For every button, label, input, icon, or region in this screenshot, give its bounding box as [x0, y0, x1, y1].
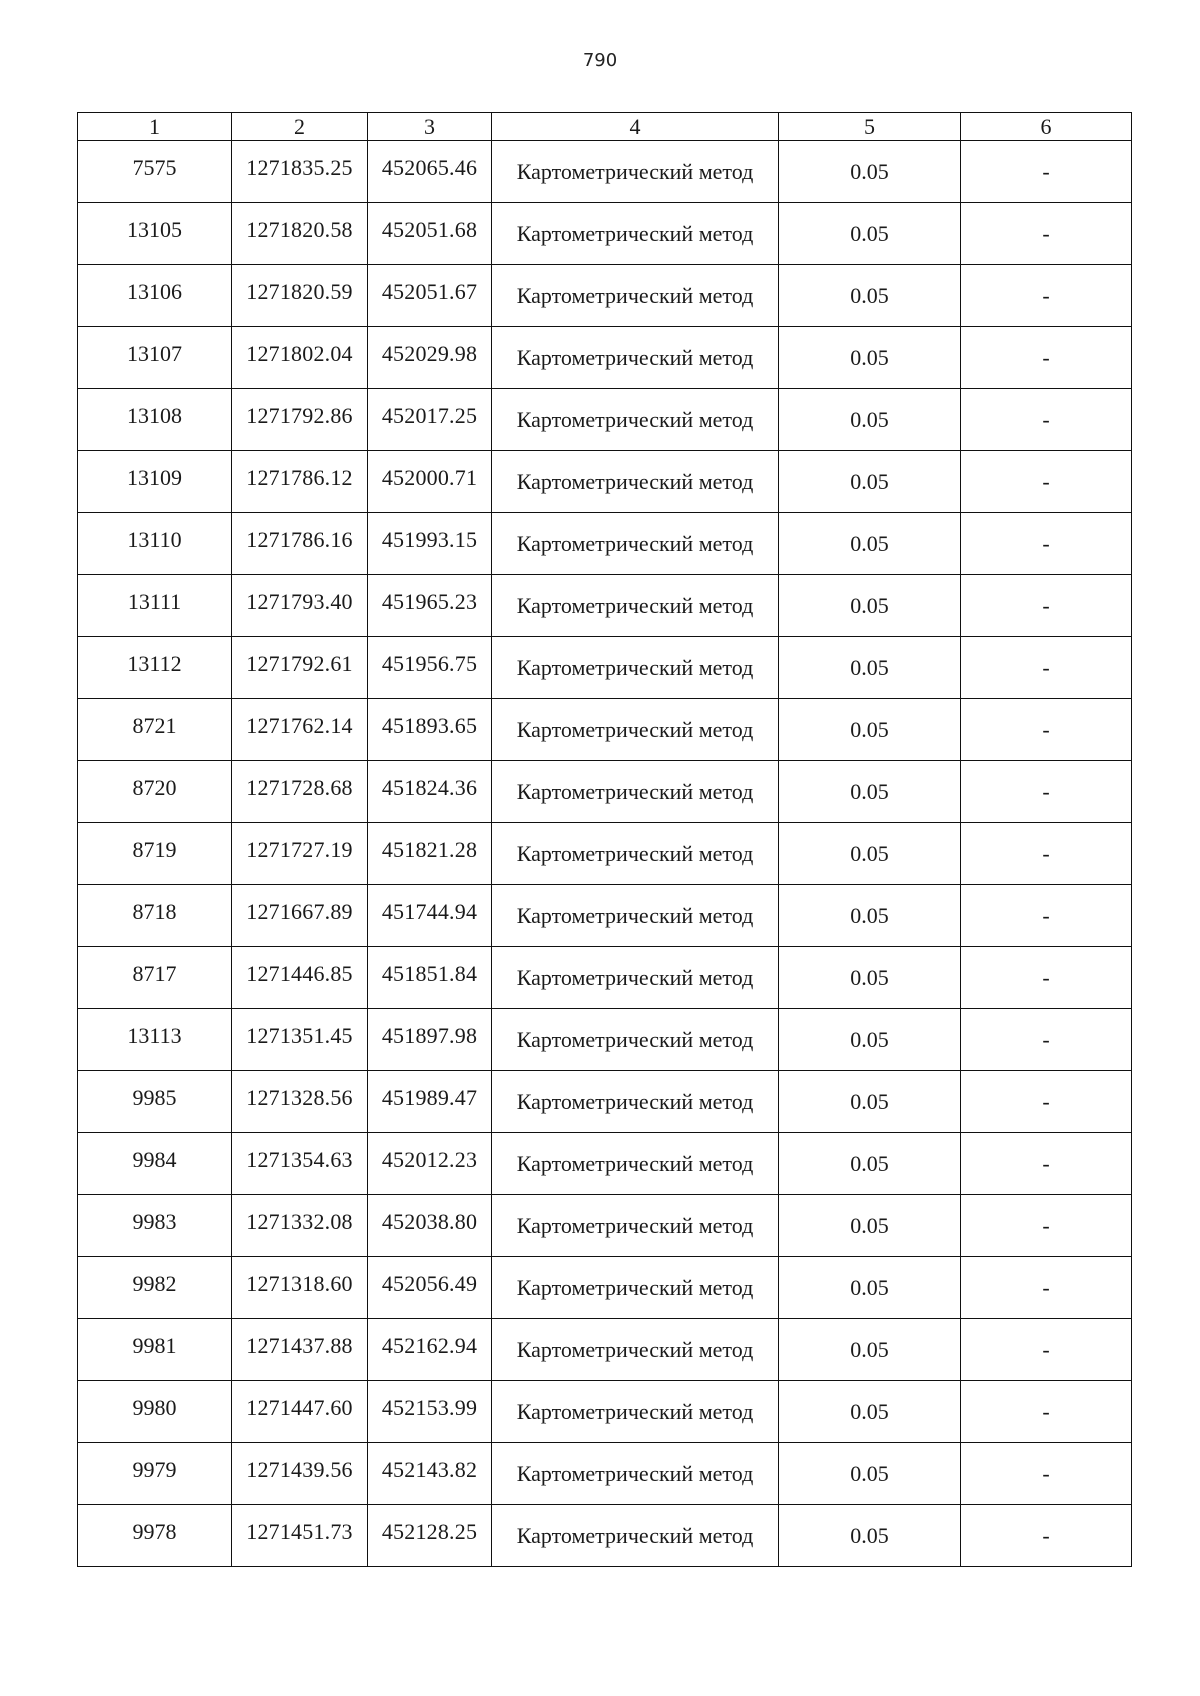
- cell-note: -: [961, 1071, 1132, 1133]
- cell-y-coordinate: 451851.84: [368, 947, 492, 1009]
- cell-y-coordinate: 452038.80: [368, 1195, 492, 1257]
- cell-note: -: [961, 141, 1132, 203]
- table-row: [78, 203, 1132, 265]
- cell-note: -: [961, 1319, 1132, 1381]
- cell-method: Картометрический метод: [492, 1133, 779, 1195]
- cell-x-coordinate: 1271820.58: [232, 203, 368, 265]
- cell-x-coordinate: 1271793.40: [232, 575, 368, 637]
- cell-note: -: [961, 265, 1132, 327]
- table-row: [78, 1505, 1132, 1567]
- cell-accuracy: 0.05: [779, 1319, 961, 1381]
- cell-point-number: 13107: [78, 327, 232, 389]
- table-row: [78, 1381, 1132, 1443]
- cell-note: -: [961, 451, 1132, 513]
- cell-accuracy: 0.05: [779, 141, 961, 203]
- cell-point-number: 9984: [78, 1133, 232, 1195]
- page-number: 790: [582, 50, 618, 71]
- table-row: [78, 451, 1132, 513]
- header-cell-5: 5: [779, 113, 961, 141]
- cell-x-coordinate: 1271792.86: [232, 389, 368, 451]
- cell-x-coordinate: 1271667.89: [232, 885, 368, 947]
- cell-x-coordinate: 1271835.25: [232, 141, 368, 203]
- cell-accuracy: 0.05: [779, 575, 961, 637]
- cell-accuracy: 0.05: [779, 327, 961, 389]
- cell-method: Картометрический метод: [492, 1443, 779, 1505]
- table-row: [78, 823, 1132, 885]
- cell-accuracy: 0.05: [779, 1443, 961, 1505]
- table-row: [78, 141, 1132, 203]
- cell-method: Картометрический метод: [492, 1257, 779, 1319]
- cell-accuracy: 0.05: [779, 1505, 961, 1567]
- cell-note: -: [961, 1009, 1132, 1071]
- cell-method: Картометрический метод: [492, 823, 779, 885]
- cell-note: -: [961, 1505, 1132, 1567]
- cell-method: Картометрический метод: [492, 1505, 779, 1567]
- cell-method: Картометрический метод: [492, 637, 779, 699]
- cell-point-number: 13108: [78, 389, 232, 451]
- cell-point-number: 13113: [78, 1009, 232, 1071]
- cell-accuracy: 0.05: [779, 1071, 961, 1133]
- cell-method: Картометрический метод: [492, 141, 779, 203]
- cell-method: Картометрический метод: [492, 1195, 779, 1257]
- table-body: [78, 141, 1132, 1567]
- cell-x-coordinate: 1271332.08: [232, 1195, 368, 1257]
- cell-x-coordinate: 1271446.85: [232, 947, 368, 1009]
- cell-y-coordinate: 451744.94: [368, 885, 492, 947]
- cell-accuracy: 0.05: [779, 947, 961, 1009]
- cell-accuracy: 0.05: [779, 637, 961, 699]
- cell-y-coordinate: 451993.15: [368, 513, 492, 575]
- header-row: [78, 113, 1132, 141]
- cell-accuracy: 0.05: [779, 1381, 961, 1443]
- header-cell-6: 6: [961, 113, 1132, 141]
- cell-accuracy: 0.05: [779, 265, 961, 327]
- cell-point-number: 13109: [78, 451, 232, 513]
- cell-note: -: [961, 575, 1132, 637]
- cell-y-coordinate: 452051.68: [368, 203, 492, 265]
- cell-point-number: 13105: [78, 203, 232, 265]
- cell-note: -: [961, 389, 1132, 451]
- cell-method: Картометрический метод: [492, 1381, 779, 1443]
- cell-note: -: [961, 327, 1132, 389]
- cell-y-coordinate: 451893.65: [368, 699, 492, 761]
- cell-accuracy: 0.05: [779, 885, 961, 947]
- cell-accuracy: 0.05: [779, 389, 961, 451]
- cell-accuracy: 0.05: [779, 699, 961, 761]
- cell-x-coordinate: 1271728.68: [232, 761, 368, 823]
- table-row: [78, 1009, 1132, 1071]
- cell-note: -: [961, 823, 1132, 885]
- cell-accuracy: 0.05: [779, 451, 961, 513]
- cell-x-coordinate: 1271447.60: [232, 1381, 368, 1443]
- cell-point-number: 9981: [78, 1319, 232, 1381]
- table-row: [78, 513, 1132, 575]
- cell-x-coordinate: 1271328.56: [232, 1071, 368, 1133]
- cell-note: -: [961, 637, 1132, 699]
- cell-method: Картометрический метод: [492, 1071, 779, 1133]
- cell-method: Картометрический метод: [492, 699, 779, 761]
- cell-method: Картометрический метод: [492, 451, 779, 513]
- coordinates-table: [77, 112, 1132, 1567]
- cell-point-number: 9978: [78, 1505, 232, 1567]
- table-row: [78, 1319, 1132, 1381]
- cell-point-number: 9979: [78, 1443, 232, 1505]
- cell-y-coordinate: 452143.82: [368, 1443, 492, 1505]
- cell-point-number: 9982: [78, 1257, 232, 1319]
- cell-note: -: [961, 947, 1132, 1009]
- cell-accuracy: 0.05: [779, 1133, 961, 1195]
- cell-method: Картометрический метод: [492, 203, 779, 265]
- cell-y-coordinate: 452000.71: [368, 451, 492, 513]
- cell-y-coordinate: 452029.98: [368, 327, 492, 389]
- cell-x-coordinate: 1271762.14: [232, 699, 368, 761]
- cell-method: Картометрический метод: [492, 327, 779, 389]
- cell-note: -: [961, 1381, 1132, 1443]
- cell-point-number: 9985: [78, 1071, 232, 1133]
- cell-y-coordinate: 452012.23: [368, 1133, 492, 1195]
- cell-method: Картометрический метод: [492, 513, 779, 575]
- cell-point-number: 8718: [78, 885, 232, 947]
- cell-accuracy: 0.05: [779, 513, 961, 575]
- cell-y-coordinate: 451824.36: [368, 761, 492, 823]
- cell-method: Картометрический метод: [492, 1009, 779, 1071]
- cell-y-coordinate: 452065.46: [368, 141, 492, 203]
- cell-y-coordinate: 452128.25: [368, 1505, 492, 1567]
- table-row: [78, 1195, 1132, 1257]
- cell-x-coordinate: 1271727.19: [232, 823, 368, 885]
- table-row: [78, 761, 1132, 823]
- cell-method: Картометрический метод: [492, 947, 779, 1009]
- header-cell-3: 3: [368, 113, 492, 141]
- cell-y-coordinate: 452056.49: [368, 1257, 492, 1319]
- cell-note: -: [961, 1133, 1132, 1195]
- cell-y-coordinate: 451821.28: [368, 823, 492, 885]
- cell-accuracy: 0.05: [779, 761, 961, 823]
- cell-y-coordinate: 451897.98: [368, 1009, 492, 1071]
- cell-note: -: [961, 885, 1132, 947]
- table-header: [78, 113, 1132, 141]
- cell-note: -: [961, 513, 1132, 575]
- cell-note: -: [961, 761, 1132, 823]
- cell-accuracy: 0.05: [779, 823, 961, 885]
- cell-x-coordinate: 1271351.45: [232, 1009, 368, 1071]
- header-cell-4: 4: [492, 113, 779, 141]
- cell-method: Картометрический метод: [492, 389, 779, 451]
- cell-x-coordinate: 1271802.04: [232, 327, 368, 389]
- table-row: [78, 389, 1132, 451]
- table-row: [78, 947, 1132, 1009]
- cell-method: Картометрический метод: [492, 265, 779, 327]
- cell-note: -: [961, 203, 1132, 265]
- cell-point-number: 9980: [78, 1381, 232, 1443]
- cell-y-coordinate: 452162.94: [368, 1319, 492, 1381]
- table-row: [78, 885, 1132, 947]
- cell-note: -: [961, 1195, 1132, 1257]
- table-row: [78, 699, 1132, 761]
- cell-x-coordinate: 1271786.16: [232, 513, 368, 575]
- header-cell-1: 1: [78, 113, 232, 141]
- cell-point-number: 13111: [78, 575, 232, 637]
- cell-point-number: 8720: [78, 761, 232, 823]
- table-row: [78, 575, 1132, 637]
- table-row: [78, 265, 1132, 327]
- cell-point-number: 13106: [78, 265, 232, 327]
- cell-x-coordinate: 1271439.56: [232, 1443, 368, 1505]
- cell-x-coordinate: 1271354.63: [232, 1133, 368, 1195]
- cell-point-number: 9983: [78, 1195, 232, 1257]
- cell-y-coordinate: 451956.75: [368, 637, 492, 699]
- cell-x-coordinate: 1271318.60: [232, 1257, 368, 1319]
- cell-method: Картометрический метод: [492, 575, 779, 637]
- cell-x-coordinate: 1271792.61: [232, 637, 368, 699]
- table-row: [78, 637, 1132, 699]
- cell-note: -: [961, 1443, 1132, 1505]
- cell-method: Картометрический метод: [492, 1319, 779, 1381]
- cell-point-number: 8717: [78, 947, 232, 1009]
- cell-x-coordinate: 1271820.59: [232, 265, 368, 327]
- cell-note: -: [961, 1257, 1132, 1319]
- table-row: [78, 1257, 1132, 1319]
- cell-accuracy: 0.05: [779, 203, 961, 265]
- cell-note: -: [961, 699, 1132, 761]
- header-cell-2: 2: [232, 113, 368, 141]
- cell-y-coordinate: 451965.23: [368, 575, 492, 637]
- table-row: [78, 1443, 1132, 1505]
- cell-point-number: 8719: [78, 823, 232, 885]
- cell-point-number: 13110: [78, 513, 232, 575]
- table-row: [78, 1133, 1132, 1195]
- cell-point-number: 8721: [78, 699, 232, 761]
- cell-point-number: 7575: [78, 141, 232, 203]
- cell-y-coordinate: 452051.67: [368, 265, 492, 327]
- cell-x-coordinate: 1271451.73: [232, 1505, 368, 1567]
- table-row: [78, 327, 1132, 389]
- cell-method: Картометрический метод: [492, 761, 779, 823]
- cell-accuracy: 0.05: [779, 1257, 961, 1319]
- cell-y-coordinate: 452017.25: [368, 389, 492, 451]
- table-row: [78, 1071, 1132, 1133]
- cell-x-coordinate: 1271437.88: [232, 1319, 368, 1381]
- cell-y-coordinate: 452153.99: [368, 1381, 492, 1443]
- cell-point-number: 13112: [78, 637, 232, 699]
- cell-method: Картометрический метод: [492, 885, 779, 947]
- cell-accuracy: 0.05: [779, 1195, 961, 1257]
- cell-x-coordinate: 1271786.12: [232, 451, 368, 513]
- cell-accuracy: 0.05: [779, 1009, 961, 1071]
- cell-y-coordinate: 451989.47: [368, 1071, 492, 1133]
